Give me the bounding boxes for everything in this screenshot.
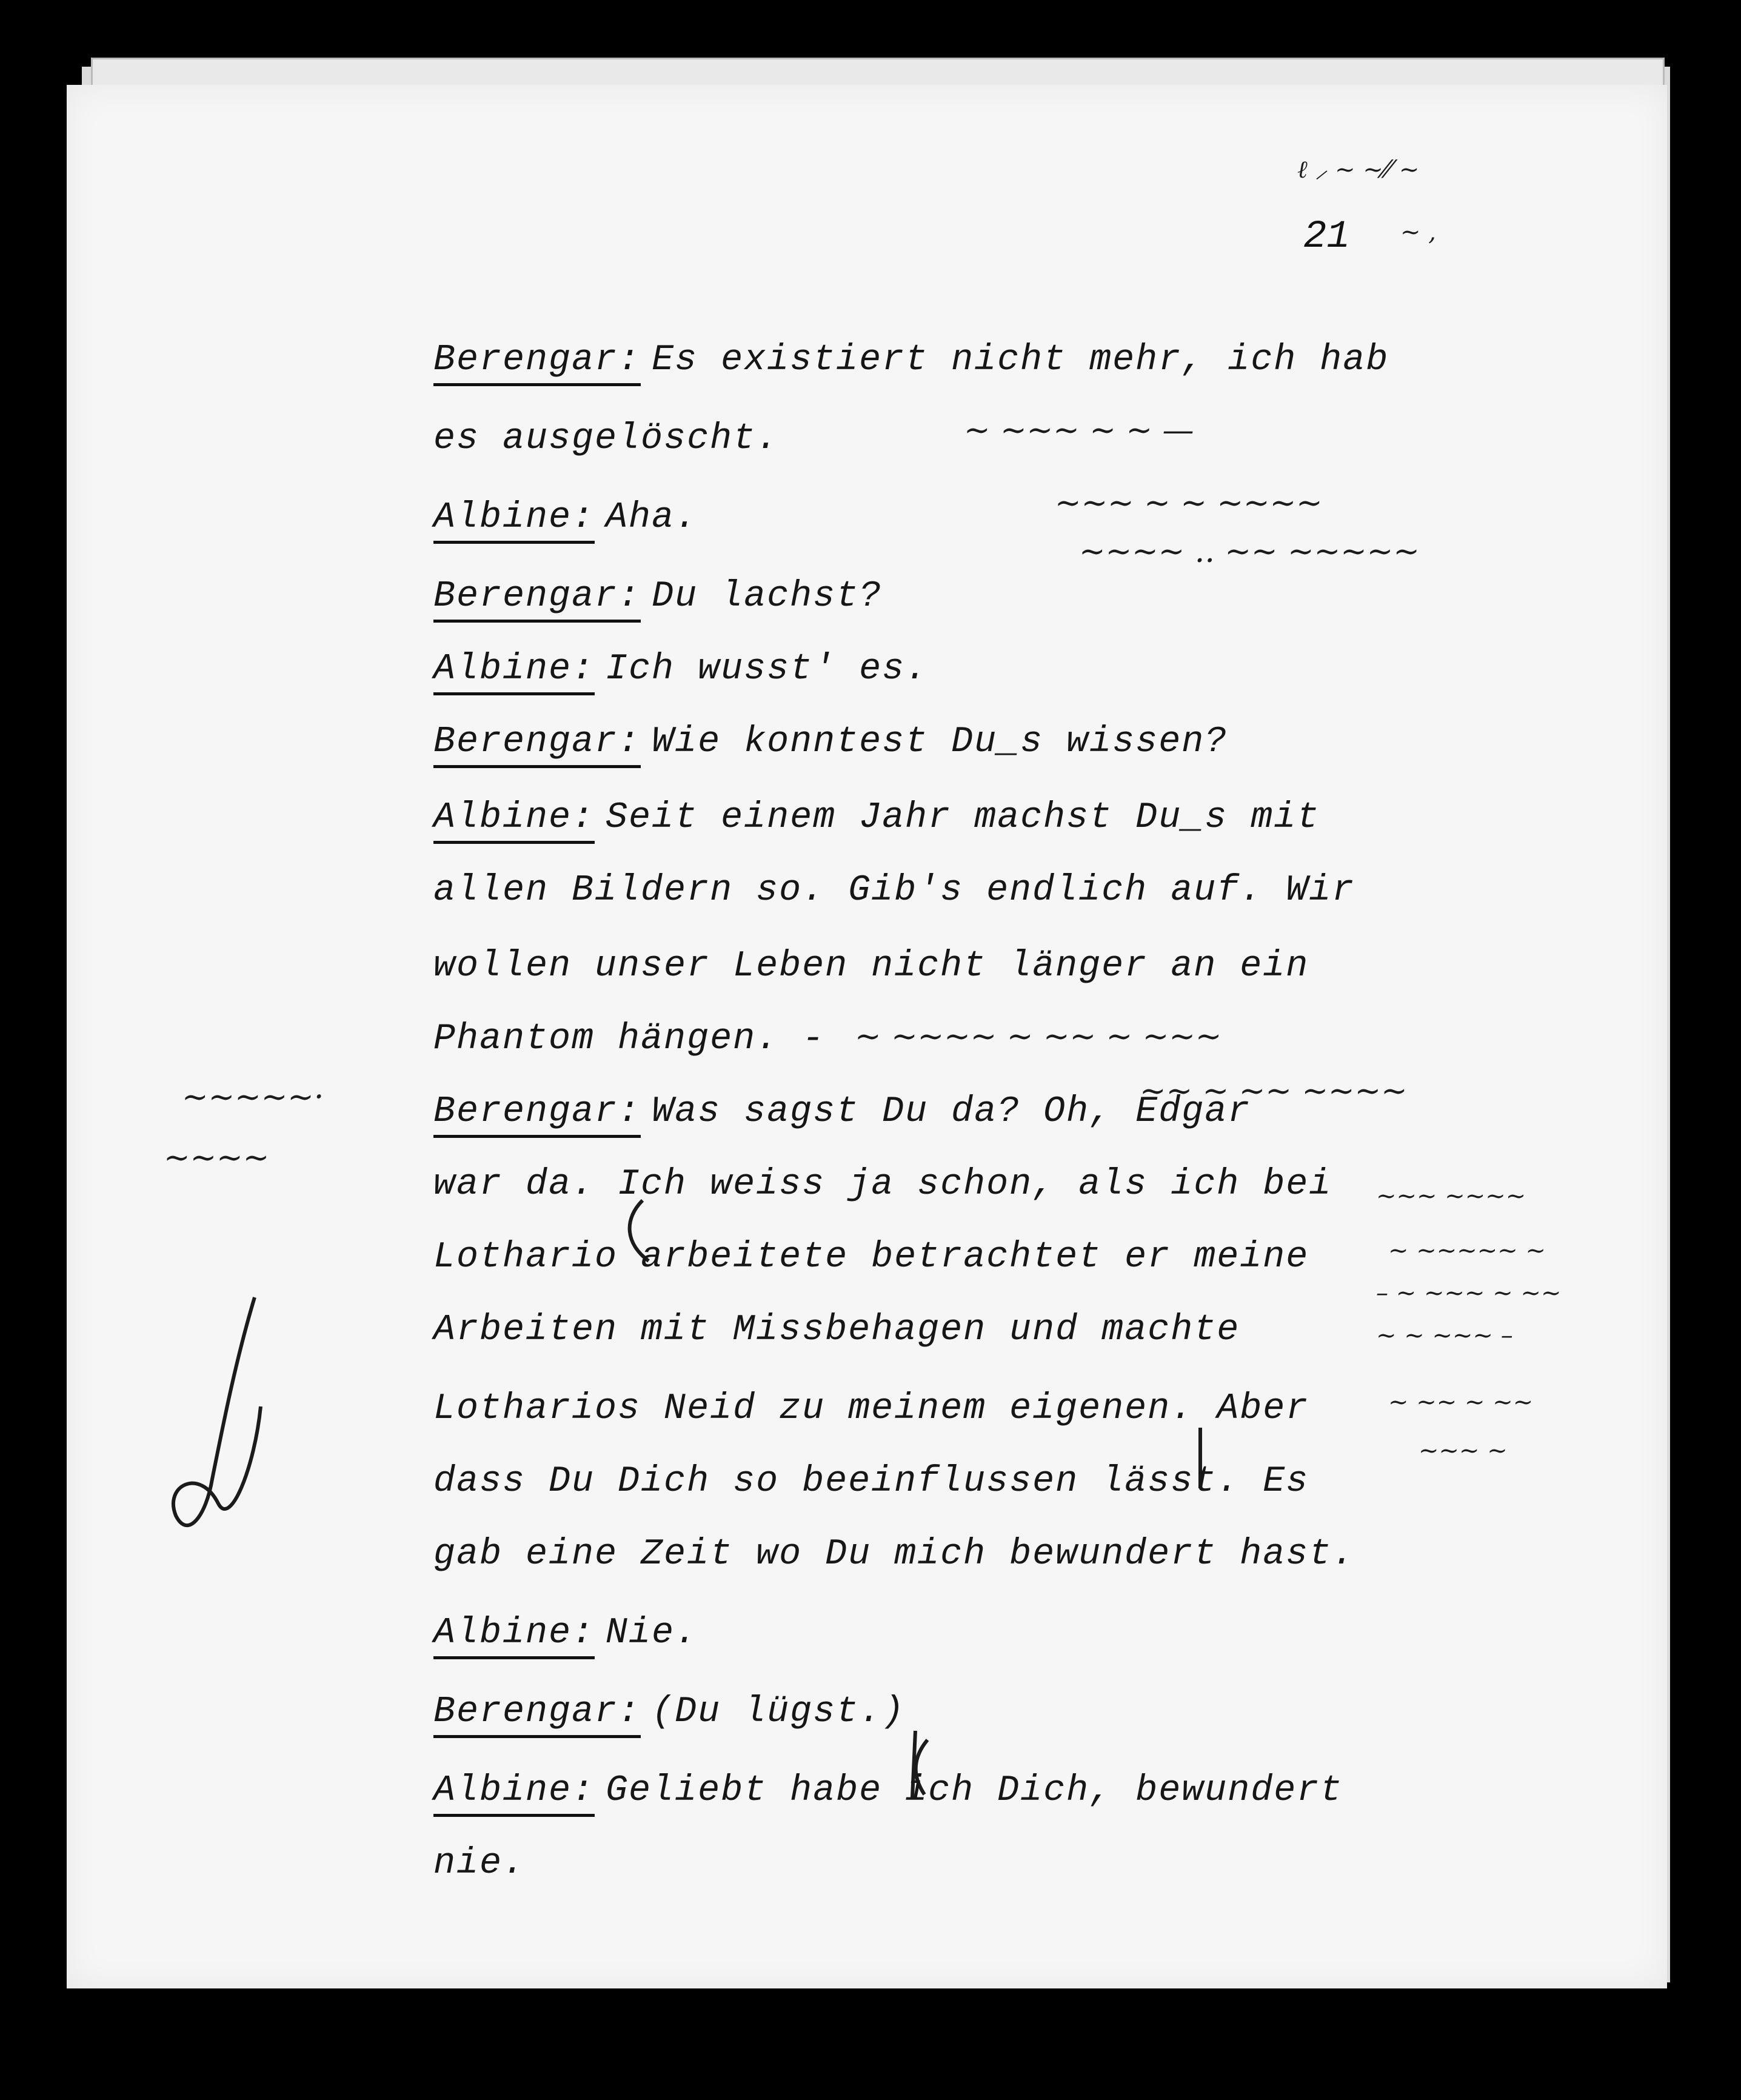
text-line [433, 1091, 1251, 1138]
line-text: wollen unser Leben nicht länger an ein [433, 946, 1309, 987]
line-text: Lothario arbeitete betrachtet er meine [433, 1237, 1309, 1278]
text-line [433, 649, 928, 695]
text-line [433, 1309, 1240, 1351]
line-text: Ich wusst' es. [606, 649, 929, 690]
text-line [433, 1461, 1309, 1502]
text-line [433, 576, 882, 623]
handwritten-right-note-2: ~ ~~~~~ ~ [1388, 1237, 1546, 1265]
text-line [433, 1237, 1309, 1278]
text-line [433, 1534, 1355, 1575]
line-text: dass Du Dich so beeinflussen lässt. Es [433, 1461, 1309, 1502]
handwritten-right-note-6: ~~~ ~ [1419, 1437, 1508, 1465]
text-line [433, 418, 779, 460]
line-text: Was sagst Du da? Oh, Edgar [652, 1091, 1251, 1132]
speaker-label: Berengar: [433, 1091, 641, 1138]
speaker-label: Berengar: [433, 339, 641, 386]
handwritten-right-note-3: – ~ ~~~ ~ ~~ [1376, 1279, 1562, 1307]
line-text: Arbeiten mit Missbehagen und machte [433, 1309, 1240, 1351]
speaker-label: Albine: [433, 797, 595, 844]
handwritten-right-note-1: ~~~ ~~~~ [1376, 1182, 1526, 1210]
text-line [433, 497, 698, 544]
line-text: (Du lügst.) [652, 1691, 906, 1733]
text-line [433, 1018, 825, 1060]
handwritten-left-margin-1: ~~~~~· [182, 1079, 324, 1115]
speaker-label: Berengar: [433, 1691, 641, 1738]
line-text: es ausgelöscht. [433, 418, 780, 460]
line-text: war da. Ich weiss ja schon, als ich bei [433, 1164, 1332, 1205]
handwritten-note-top: ℓ ⸝ ~ ~⁄⁄ ~ [1297, 156, 1420, 184]
line-text: Es existiert nicht mehr, ich hab [652, 339, 1389, 381]
line-text: Du lachst? [652, 576, 883, 617]
speaker-label: Berengar: [433, 721, 641, 768]
page-number: 21 [1303, 215, 1350, 259]
text-line [433, 721, 1228, 768]
text-line [433, 1843, 526, 1884]
line-text: Nie. [606, 1613, 698, 1654]
text-line [433, 870, 1355, 911]
text-line [433, 1164, 1332, 1205]
line-text: gab eine Zeit wo Du mich bewundert hast. [433, 1534, 1355, 1575]
speaker-label: Albine: [433, 1613, 595, 1659]
line-text: Aha. [606, 497, 698, 538]
line-text: allen Bildern so. Gib's endlich auf. Wir [433, 870, 1355, 911]
speaker-label: Albine: [433, 1770, 595, 1817]
line-text: Geliebt habe ich Dich, bewundert [606, 1770, 1343, 1811]
text-line [433, 339, 1389, 386]
text-line [433, 1770, 1343, 1817]
line-text: Seit einem Jahr machst Du_s mit [606, 797, 1320, 838]
speaker-label: Albine: [433, 649, 595, 695]
text-line [433, 1691, 905, 1738]
handwritten-left-margin-2: ~~~~ [164, 1140, 270, 1176]
text-line [433, 797, 1320, 844]
handwritten-insert-1: ~ ~~~ ~ ~ — [964, 412, 1194, 449]
handwritten-note-number: ~ , [1400, 218, 1436, 246]
handwritten-insert-4: ~ ~~~~ ~ ~~ ~ ~~~ [855, 1018, 1222, 1055]
text-line [433, 946, 1309, 987]
handwritten-insert-3: ~~~~ .. ~~ ~~~~~ [1079, 533, 1420, 570]
line-text: Wie konntest Du_s wissen? [652, 721, 1228, 763]
handwritten-right-note-4: ~ ~ ~~~ – [1376, 1322, 1513, 1349]
handwritten-margin-stroke [164, 1285, 285, 1540]
speaker-label: Albine: [433, 497, 595, 544]
line-text: nie. [433, 1843, 526, 1884]
handwritten-insert-2: ~~~ ~ ~ ~~~~ [1055, 485, 1323, 521]
text-line [433, 1613, 698, 1659]
handwritten-right-note-5: ~ ~~ ~ ~~ [1388, 1388, 1534, 1416]
text-line [433, 1388, 1309, 1430]
handwritten-insert-5: ~~ ~ ~~ ~~~~ [1140, 1073, 1408, 1109]
line-text: Phantom hängen. - [433, 1018, 826, 1060]
speaker-label: Berengar: [433, 576, 641, 623]
line-text: Lotharios Neid zu meinem eigenen. Aber [433, 1388, 1309, 1430]
